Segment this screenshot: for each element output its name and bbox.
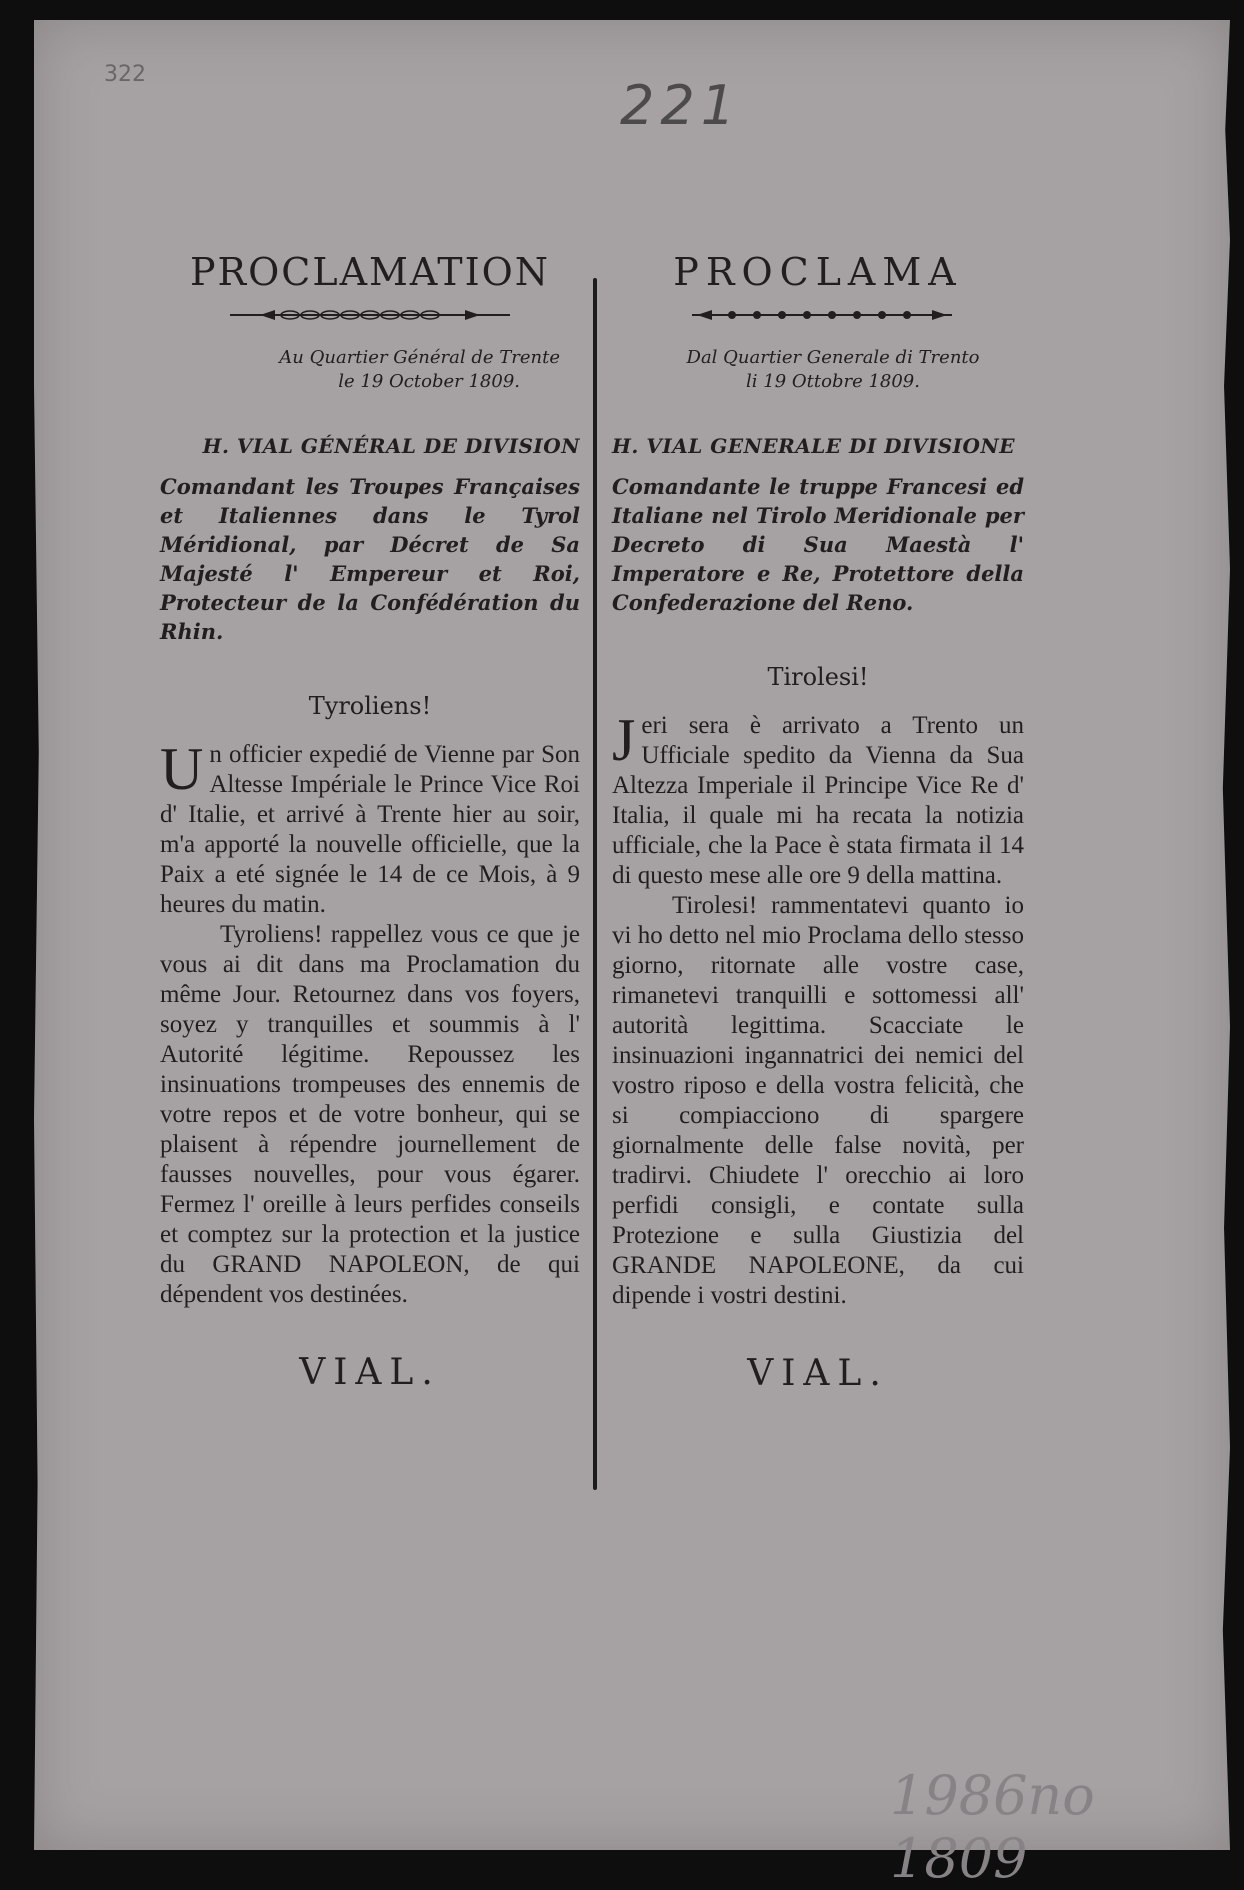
italian-paragraph-1-text: eri sera è arrivato a Trento un Ufficiale spedito da Vienna da Sua Altezza Imperiale il Principe Vice Re d' Italia, il quale mi ha recata la notizia ufficiale, che la Pace è stata firmata il 14 di questo mese alle ore 9 della mattina. [612, 712, 1024, 889]
french-paragraph-1 [160, 736, 580, 920]
italian-author: H. VIAL GENERALE DI DIVISIONE [612, 434, 1015, 458]
pencil-annotation-top-left: 322 [104, 62, 146, 87]
italian-greeting: Tirolesi! [767, 663, 869, 691]
italian-paragraph-2: Tirolesi! rammentatevi quanto io vi ho detto nel mio Proclama dello stesso giorno, ritornate alle vostre case, rimanetevi tranquilli e sottomessi all' autorità legittima. Scacciate le insinuazioni ingannatrici dei nemici del vostro riposo e della vostra felicità, che si compiacciono di spargere giornalmente delle false novità, per tradirvi. Chiudete l' orecchio ai loro perfidi consigli, e contate sulla Protezione e sulla Giustizia del GRANDE NAPOLEONE, da cui dipende i vostri destini. [612, 892, 1024, 1309]
french-title: PROCLAMATION [189, 250, 551, 294]
french-body [160, 736, 580, 1310]
italian-date-line1: Dal Quartier Generale di Trento [686, 347, 980, 368]
italian-signature: VIAL. [747, 1353, 889, 1394]
french-signature: VIAL. [299, 1352, 441, 1393]
pencil-annotation-bottom: 1986no 1809 [890, 1764, 1095, 1890]
ornament-rule-icon [612, 302, 1024, 328]
french-greeting: Tyroliens! [308, 692, 432, 720]
ink-annotation-top: 221 [620, 74, 742, 137]
french-column [160, 240, 580, 1393]
italian-dateline [612, 346, 1024, 394]
ornament-rule-icon [160, 302, 580, 328]
french-paragraph-2: Tyroliens! rappellez vous ce que je vous ai dit dans ma Proclamation du même Jour. Retournez dans vos foyers, soyez y tranquilles et soummis à l' Autorité légitime. Repoussez les insinuations trompeuses des ennemis de votre repos et de votre bonheur, qui se plaisent à répendre journellement de fausses nouvelles, pour vous égarer. Fermez l' oreille à leurs perfides conseils et comptez sur la protection et la justice du GRAND NAPOLEON, de qui dépendent vos destinées. [160, 921, 580, 1308]
italian-column [612, 240, 1024, 1394]
french-dateline [160, 346, 580, 394]
french-author: H. VIAL GÉNÉRAL DE DIVISION [202, 434, 580, 458]
french-paragraph-1-text: n officier expedié de Vienne par Son Altesse Impériale le Prince Vice Roi d' Italie, et arrivé à Trente hier au soir, m'a apporté la nouvelle officielle, que la Paix a eté signée le 14 de ce Mois, à 9 heures du matin. [160, 741, 580, 918]
italian-title: PROCLAMA [673, 250, 963, 294]
column-divider [593, 278, 597, 1490]
italian-dropcap: J [612, 707, 636, 773]
italian-commander-text: Comandante le truppe Francesi ed Italiane nel Tirolo Meridionale per Decreto di Sua Maestà l' Imperatore e Re, Protettore della Confederazione del Reno. [612, 474, 1024, 615]
italian-date-line2: li 19 Ottobre 1809. [746, 371, 920, 392]
french-dropcap: U [160, 736, 204, 802]
italian-body [612, 707, 1024, 1311]
french-commander-text: Comandant les Troupes Françaises et Italiennes dans le Tyrol Méridional, par Décret de Sa Majesté l' Empereur et Roi, Protecteur de la Confédération du Rhin. [160, 474, 580, 644]
italian-paragraph-1 [612, 707, 1024, 891]
french-date-line2: le 19 October 1809. [338, 371, 520, 392]
french-date-line1: Au Quartier Général de Trente [279, 347, 560, 368]
